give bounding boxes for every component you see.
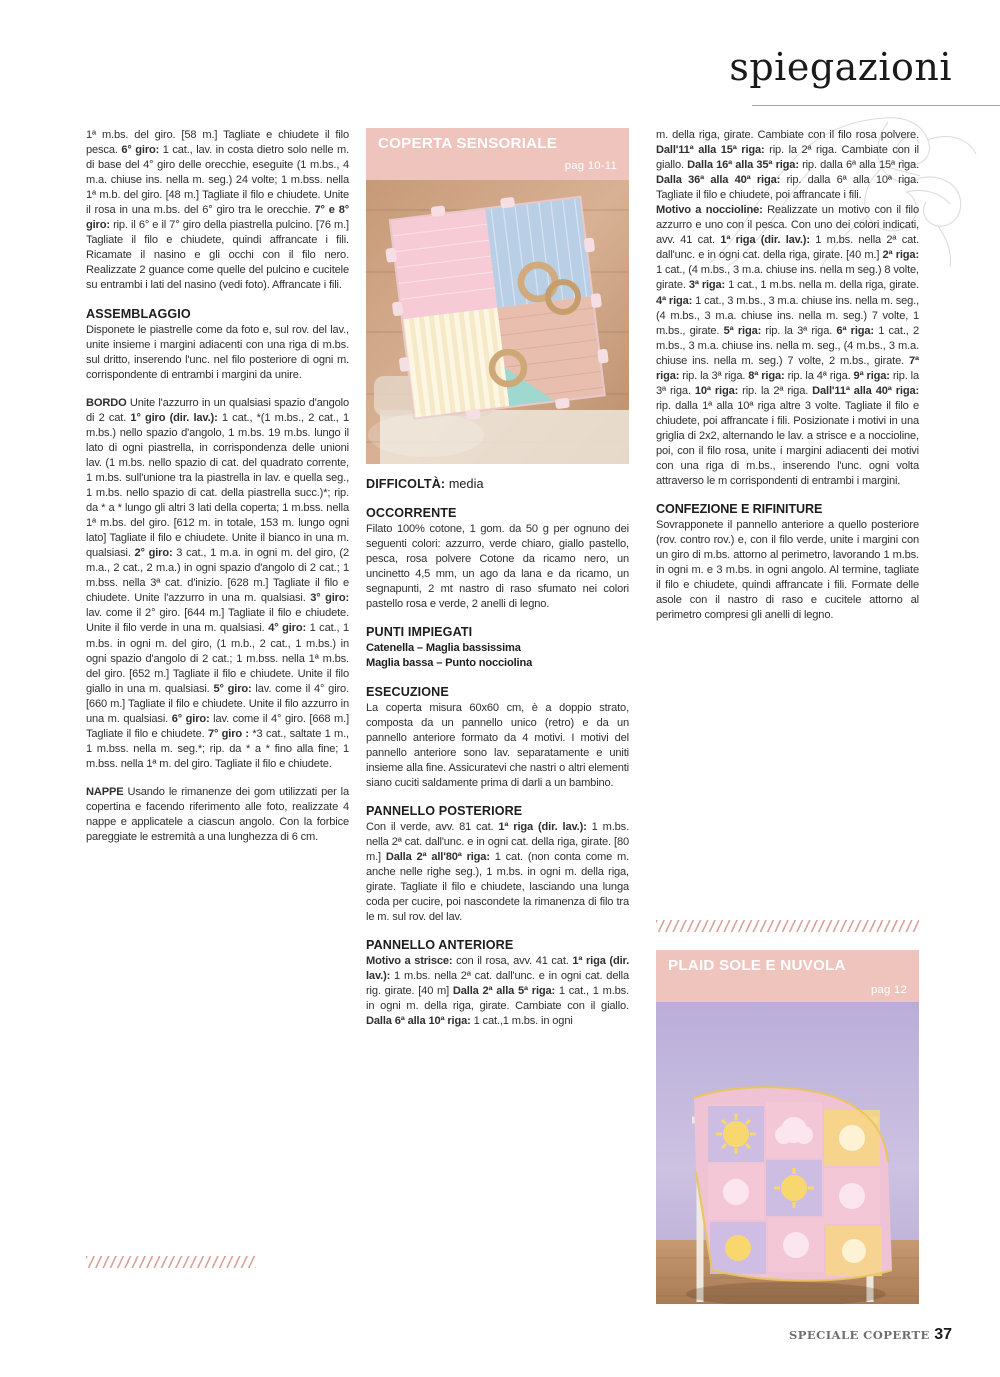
paragraph-assemblaggio: Disponete le piastrelle come da foto e, sul rov. del lav., unite insieme i margini adiacenti con una riga di m.bs. sul dritto, inserendo l'unc. nel filo posteriore di ogni m. corrispondente di entrambi i margini da unire. (86, 323, 349, 381)
column-3 (656, 128, 919, 624)
heading-assemblaggio: ASSEMBLAGGIO (86, 306, 191, 321)
difficolta-label: DIFFICOLTÀ: (366, 477, 446, 491)
paragraph-pannello-anteriore: Motivo a strisce: con il rosa, avv. 41 cat. 1ª riga (dir. lav.): 1 m.bs. nella 2ª cat. dall'unc. e in ogni cat. della rig. girate. [40 m] Dalla 2ª alla 5ª riga: 1 cat., 1 m.bs. in ogni m. della riga, girate. Cambiate con il giallo. Dalla 6ª alla 10ª riga: 1 cat.,1 m.bs. in ogni (366, 955, 630, 1028)
column-2 (366, 128, 629, 1030)
heading-occorrente: OCCORRENTE (366, 506, 457, 521)
paragraph-nappe: NAPPE Usando le rimanenze dei gom utilizzati per la copertina e facendo riferimento alle foto, realizzate 4 nappe e applicatele a ciascun angolo. Con la forbice pareggiate le estremità a una lunghezza di 6 cm. (86, 785, 349, 844)
footer-label: SPECIALE COPERTE (788, 1328, 930, 1342)
punti-line-2: Maglia bassa – Punto nocciolina (366, 657, 533, 670)
heading-punti-impiegati: PUNTI IMPIEGATI (366, 625, 473, 640)
paragraph-confezione: Sovrapponete il pannello anteriore a quello posteriore (rov. contro rov.) e, con il filo verde, unite i margini con un giro di m.bs. attorno al perimetro, lavorando 1 m.bs. in ogni m. e 3 m.bs. in ogni angolo. Al termine, tagliate il filo e chiudete, quindi affrancate i fili. Formate delle asole con il nastro di raso e cucitele attorno al perimetro compresi gli anelli di legno. (656, 519, 919, 622)
heading-confezione-rifiniture: CONFEZIONE E RIFINITURE (656, 502, 823, 517)
paragraph-esecuzione: La coperta misura 60x60 cm, è a doppio strato, composta da un pannello unico (retro) e da un pannello anteriore formato da 4 motivi. I motivi del pannello anteriore sono lav. separatamente e uniti insieme alla fine. Assicuratevi che nastri o altri elementi siano cuciti saldamente prima di darli a un bambino. (366, 701, 629, 789)
footer (789, 1326, 952, 1344)
paragraph-occorrente: Filato 100% cotone, 1 gom. da 50 g per ognuno dei seguenti colori: azzurro, verde chiaro, giallo pastello, pesca, rosa polvere Cotone da ricamo nero, un uncinetto 4,5 mm, un ago da lana e da ricamo, un segnapunti, 2 mt nastro di raso sfumato nei colori pastello rosa e verde, 2 anelli di legno. (366, 523, 629, 611)
column-1 (86, 128, 349, 845)
banner-page-ref: pag 12 (870, 984, 907, 996)
heading-difficolta (366, 477, 629, 492)
heading-pannello-posteriore: PANNELLO POSTERIORE (366, 803, 523, 818)
paragraph-motivo-cont: m. della riga, girate. Cambiate con il filo rosa polvere. Dall'11ª alla 15ª riga: rip. la 2ª riga. Cambiate con il giallo. Dalla 16ª alla 35ª riga: rip. dalla 6ª alla 15ª riga. Dalla 36ª alla 40ª riga: rip. dalla 6ª alla 10ª riga. Tagliate il filo e chiudete, poi affrancate i fili. Motivo a noccioline: Realizzate un motivo con il filo azzurro e uno con il pesca. Con uno dei colori indicati, avv. 41 cat. 1ª riga (dir. lav.): 1 m.bs. nella 2ª cat. dall'unc. e in ogni cat. della riga, girate. [40 m.] 2ª riga: 1 cat., (4 m.bs., 3 m.a. chiuse ins. nella m seg.) 8 volte, girate. 3ª riga: 1 cat., 1 m.bs. nella m. della riga, girate. 4ª riga: 1 cat., 3 m.bs., 3 m.a. chiuse ins. nella m. seg., (4 m.bs., 3 m.a. chiuse ins. nella m. seg.) 7 volte, 1 m.bs., girate. 5ª riga: rip. la 3ª riga. 6ª riga: 1 cat., 2 m.bs., 3 m.a. chiuse ins. nella m. seg., (4 m.bs., 3 m.a. chiuse ins. nella m. seg.) 7 volte, 2 m.bs., girate. 7ª riga: rip. la 3ª riga. 8ª riga: rip. la 4ª riga. 9ª riga: rip. la 3ª riga. 10ª riga: rip. la 2ª riga. Dall'11ª alla 40ª riga: rip. dalla 1ª alla 10ª riga altre 3 volte. Tagliate il filo e chiudete, poi affrancate i fili. Posizionate i motivi in una griglia di 2x2, alternando le lav. a strisce e a noccioline, poi, con il filo rosa, unite i margini adiacenti dei motivi con una riga di m.bs., inserendo l'unc. ogni volta attraverso le m corrispondenti di entrambi i margini. (656, 129, 920, 488)
masthead-rule (752, 105, 1000, 106)
punti-line-1: Catenella – Maglia bassissima (366, 642, 521, 655)
sensory-blanket-photo (366, 180, 629, 464)
difficolta-value: media (448, 477, 484, 491)
heading-pannello-anteriore: PANNELLO ANTERIORE (366, 938, 514, 953)
paragraph-pannello-posteriore: Con il verde, avv. 81 cat. 1ª riga (dir. lav.): 1 m.bs. nella 2ª cat. dall'unc. e in ogni cat. della riga, girate. [80 m.] Dalla 2ª all'80ª riga: 1 cat. (non conta come m. anche nelle righe seg.), 1 m.bs. in ogni m. della riga, girate. Tagliate il filo e chiudete, lasciando una lunga coda per cucire, poi nascondete la rimanenza di filo tra le m. sul rov. del lav. (366, 820, 630, 924)
masthead (0, 0, 1000, 110)
banner-plaid-sole-nuvola (656, 950, 919, 1002)
sun-cloud-plaid-photo (656, 1002, 919, 1304)
footer-page-number: 37 (934, 1326, 952, 1343)
paragraph-piastrella-cont: 1ª m.bs. del giro. [58 m.] Tagliate e chiudete il filo pesca. 6° giro: 1 cat., lav. in costa dietro solo nelle m. di base del 4° giro delle orecchie, eseguite (1 m.bs., 4 m.a. chiuse ins. nella m. seg.) 24 volte; 1 m.bss. nella 1ª m.b. del giro. [48 m.] Tagliate il filo e chiudete. Unite il rosa in una m.bs. del 6° giro tra le orecchie. 7° e 8° giro: rip. il 6° e il 7° giro della piastrella pulcino. [76 m.] Tagliate il filo e chiudete, quindi affrancate i fili. Ricamate il nasino e gli occhi con il filo nero. Realizzate 2 guance come quelle del pulcino e cucitele su entrambi i lati del nasino (vedi foto). Affrancate i fili. (86, 129, 349, 292)
page-title: spiegazioni (729, 45, 952, 89)
heading-esecuzione: ESECUZIONE (366, 684, 449, 699)
column-1-hatch-divider (86, 1256, 256, 1268)
banner-coperta-sensoriale (366, 128, 629, 180)
banner-title: PLAID SOLE E NUVOLA (668, 957, 846, 974)
plaid-block (656, 950, 919, 1304)
paragraph-bordo: BORDO Unite l'azzurro in un qualsiasi spazio d'angolo di 2 cat. 1° giro (dir. lav.): 1 cat., *(1 m.bs., 2 cat., 1 m.bs.) nello spazio d'angolo, 1 m.bs. 19 m.bs. lungo il lato di ogni piastrella, in corrispondenza delle unioni lav. (1 m.bs. nello spazio di cat. del quadrato corrente, 1 m.bs. sull'unione tra la piastrella in lav. e quella seg., 1 m.bs. nello spazio di cat. della piastrella succ.)*; rip. da * a * lungo gli altri 3 lati della coperta; 1 m.bss. nella 1ª m.bs. del giro. [612 m. in totale, 153 m. lungo ogni lato] Tagliate il filo e chiudete. Unite il bianco in una m. qualsiasi. 2° giro: 3 cat., 1 m.a. in ogni m. del giro, (2 m.a., 2 cat., 2 m.a.) in ogni spazio d'angolo di 2 cat.; 1 m.bss. nella 3ª cat. d'inizio. [628 m.] Tagliate il filo e chiudete. Unite l'azzurro in una m. qualsiasi. 3° giro: lav. come il 2° giro. [644 m.] Tagliate il filo e chiudete. Unite il filo verde in una m. qualsiasi. 4° giro: 1 cat., 1 m.bs. in ogni m. del giro, (1 m.b., 2 cat., 1 m.bs.) in ogni spazio d'angolo di 2 cat.; 1 m.bss. nella 1ª m.bs. del giro. [652 m.] Tagliate il filo e chiudete. Unite il filo giallo in una m. qualsiasi. 5° giro: lav. come il 4° giro. [660 m.] Tagliate il filo e chiudete. Unite il filo azzurro in una m. qualsiasi. 6° giro: lav. come il 4° giro. [668 m.] Tagliate il filo e chiudete. 7° giro : *3 cat., saltate 1 m., 1 m.bss. nella m. seg.*; rip. da * a * fino alla fine; 1 m.bss. nella 1ª m. del giro. Tagliate il filo e chiudete. (86, 396, 350, 770)
column-3-hatch-divider (656, 920, 919, 932)
banner-page-ref: pag 10-11 (564, 159, 617, 172)
banner-title: COPERTA SENSORIALE (378, 135, 558, 152)
